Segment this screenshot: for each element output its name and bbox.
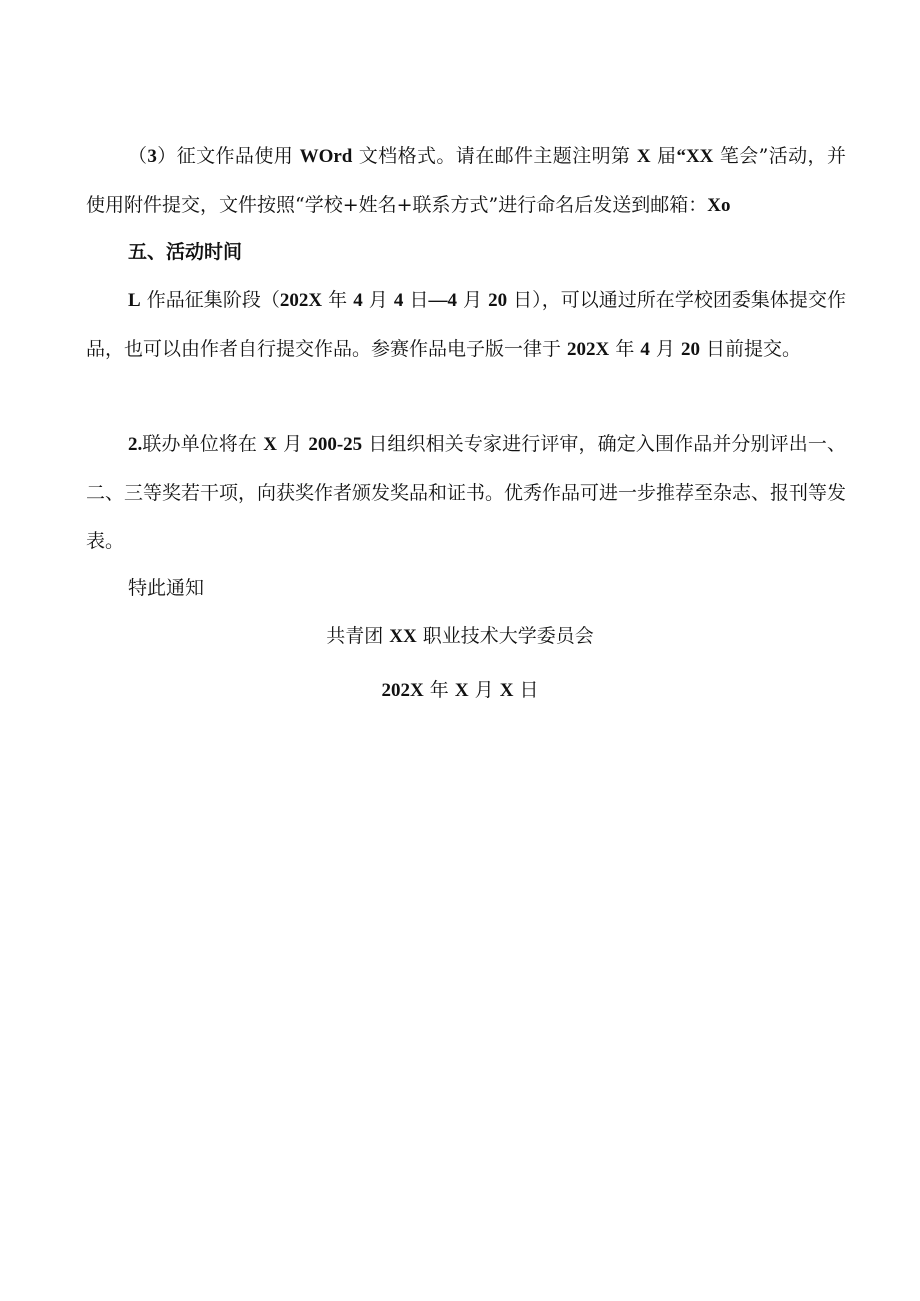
text-run-bold: X bbox=[263, 434, 277, 455]
text-run: 共青团 bbox=[326, 625, 390, 647]
text-run: 职业技术大学委员会 bbox=[416, 625, 594, 647]
text-run-bold: X bbox=[499, 680, 514, 701]
text-run-bold: 20 bbox=[680, 339, 700, 360]
text-run: 月 bbox=[362, 289, 394, 311]
text-run: 月 bbox=[649, 338, 681, 360]
section-heading-activity-time: 五、活动时间 bbox=[128, 241, 243, 263]
notice-closing: 特此通知 bbox=[128, 577, 205, 599]
text-run: 笔会”活动，并使用附件提交，文件按照“学校+姓名+联系方式”进行命名后发送到邮箱： bbox=[86, 145, 846, 216]
text-run: （ bbox=[128, 145, 148, 167]
text-run: 日 bbox=[403, 289, 429, 311]
text-run: 届 bbox=[650, 145, 677, 167]
text-run: 月 bbox=[456, 289, 489, 311]
text-run: 日），可以通过所在学校团委集体提交作品，也可以由作者自行提交作品。参赛作品电子版一律于 bbox=[86, 289, 846, 360]
text-run-bold: 4 bbox=[640, 339, 650, 360]
text-run-bold: Xo bbox=[707, 195, 731, 216]
text-run-bold: XX bbox=[389, 626, 417, 647]
text-run-bold: 202X bbox=[381, 680, 424, 701]
text-run: 年 bbox=[423, 679, 455, 701]
paragraph-review-awards bbox=[86, 420, 846, 565]
text-run-bold: X bbox=[636, 146, 651, 167]
text-run: 日 bbox=[513, 679, 539, 701]
text-run-bold: 202X bbox=[567, 339, 610, 360]
text-run: 日前提交。 bbox=[699, 338, 802, 360]
text-run: 联办单位将在 bbox=[142, 433, 264, 455]
text-run-bold: “XX bbox=[676, 146, 714, 167]
text-run: 年 bbox=[322, 289, 354, 311]
text-run-bold: 20 bbox=[488, 290, 508, 311]
text-run: 月 bbox=[276, 433, 309, 455]
text-run: 年 bbox=[609, 338, 641, 360]
text-run-bold: X bbox=[454, 680, 469, 701]
text-run-bold: 3 bbox=[147, 146, 157, 167]
text-run-bold: 4 bbox=[353, 290, 363, 311]
paragraph-collection-period bbox=[86, 276, 846, 374]
text-run: 作品征集阶段（ bbox=[140, 289, 280, 311]
text-run-bold: 202X bbox=[279, 290, 323, 311]
text-run-bold: 2. bbox=[128, 434, 143, 455]
signature-organization bbox=[0, 612, 920, 661]
text-run-bold: 200-25 bbox=[308, 434, 363, 455]
text-run: 日组织相关专家进行评审，确定入围作品并分别评出一、二、三等奖若干项，向获奖作者颁发奖品和证书。优秀作品可进一步推荐至杂志、报刊等发表。 bbox=[86, 433, 847, 552]
text-run: 文档格式。请在邮件主题注明第 bbox=[352, 145, 637, 167]
paragraph-submission-format bbox=[86, 132, 846, 230]
text-run: 月 bbox=[468, 679, 500, 701]
text-run-bold: L bbox=[128, 290, 141, 311]
text-run-bold: WOrd bbox=[299, 146, 353, 167]
text-run-bold: 4 bbox=[393, 290, 404, 311]
text-run-bold: —4 bbox=[428, 290, 457, 311]
text-run: ）征文作品使用 bbox=[156, 145, 300, 167]
signature-date bbox=[0, 666, 920, 715]
